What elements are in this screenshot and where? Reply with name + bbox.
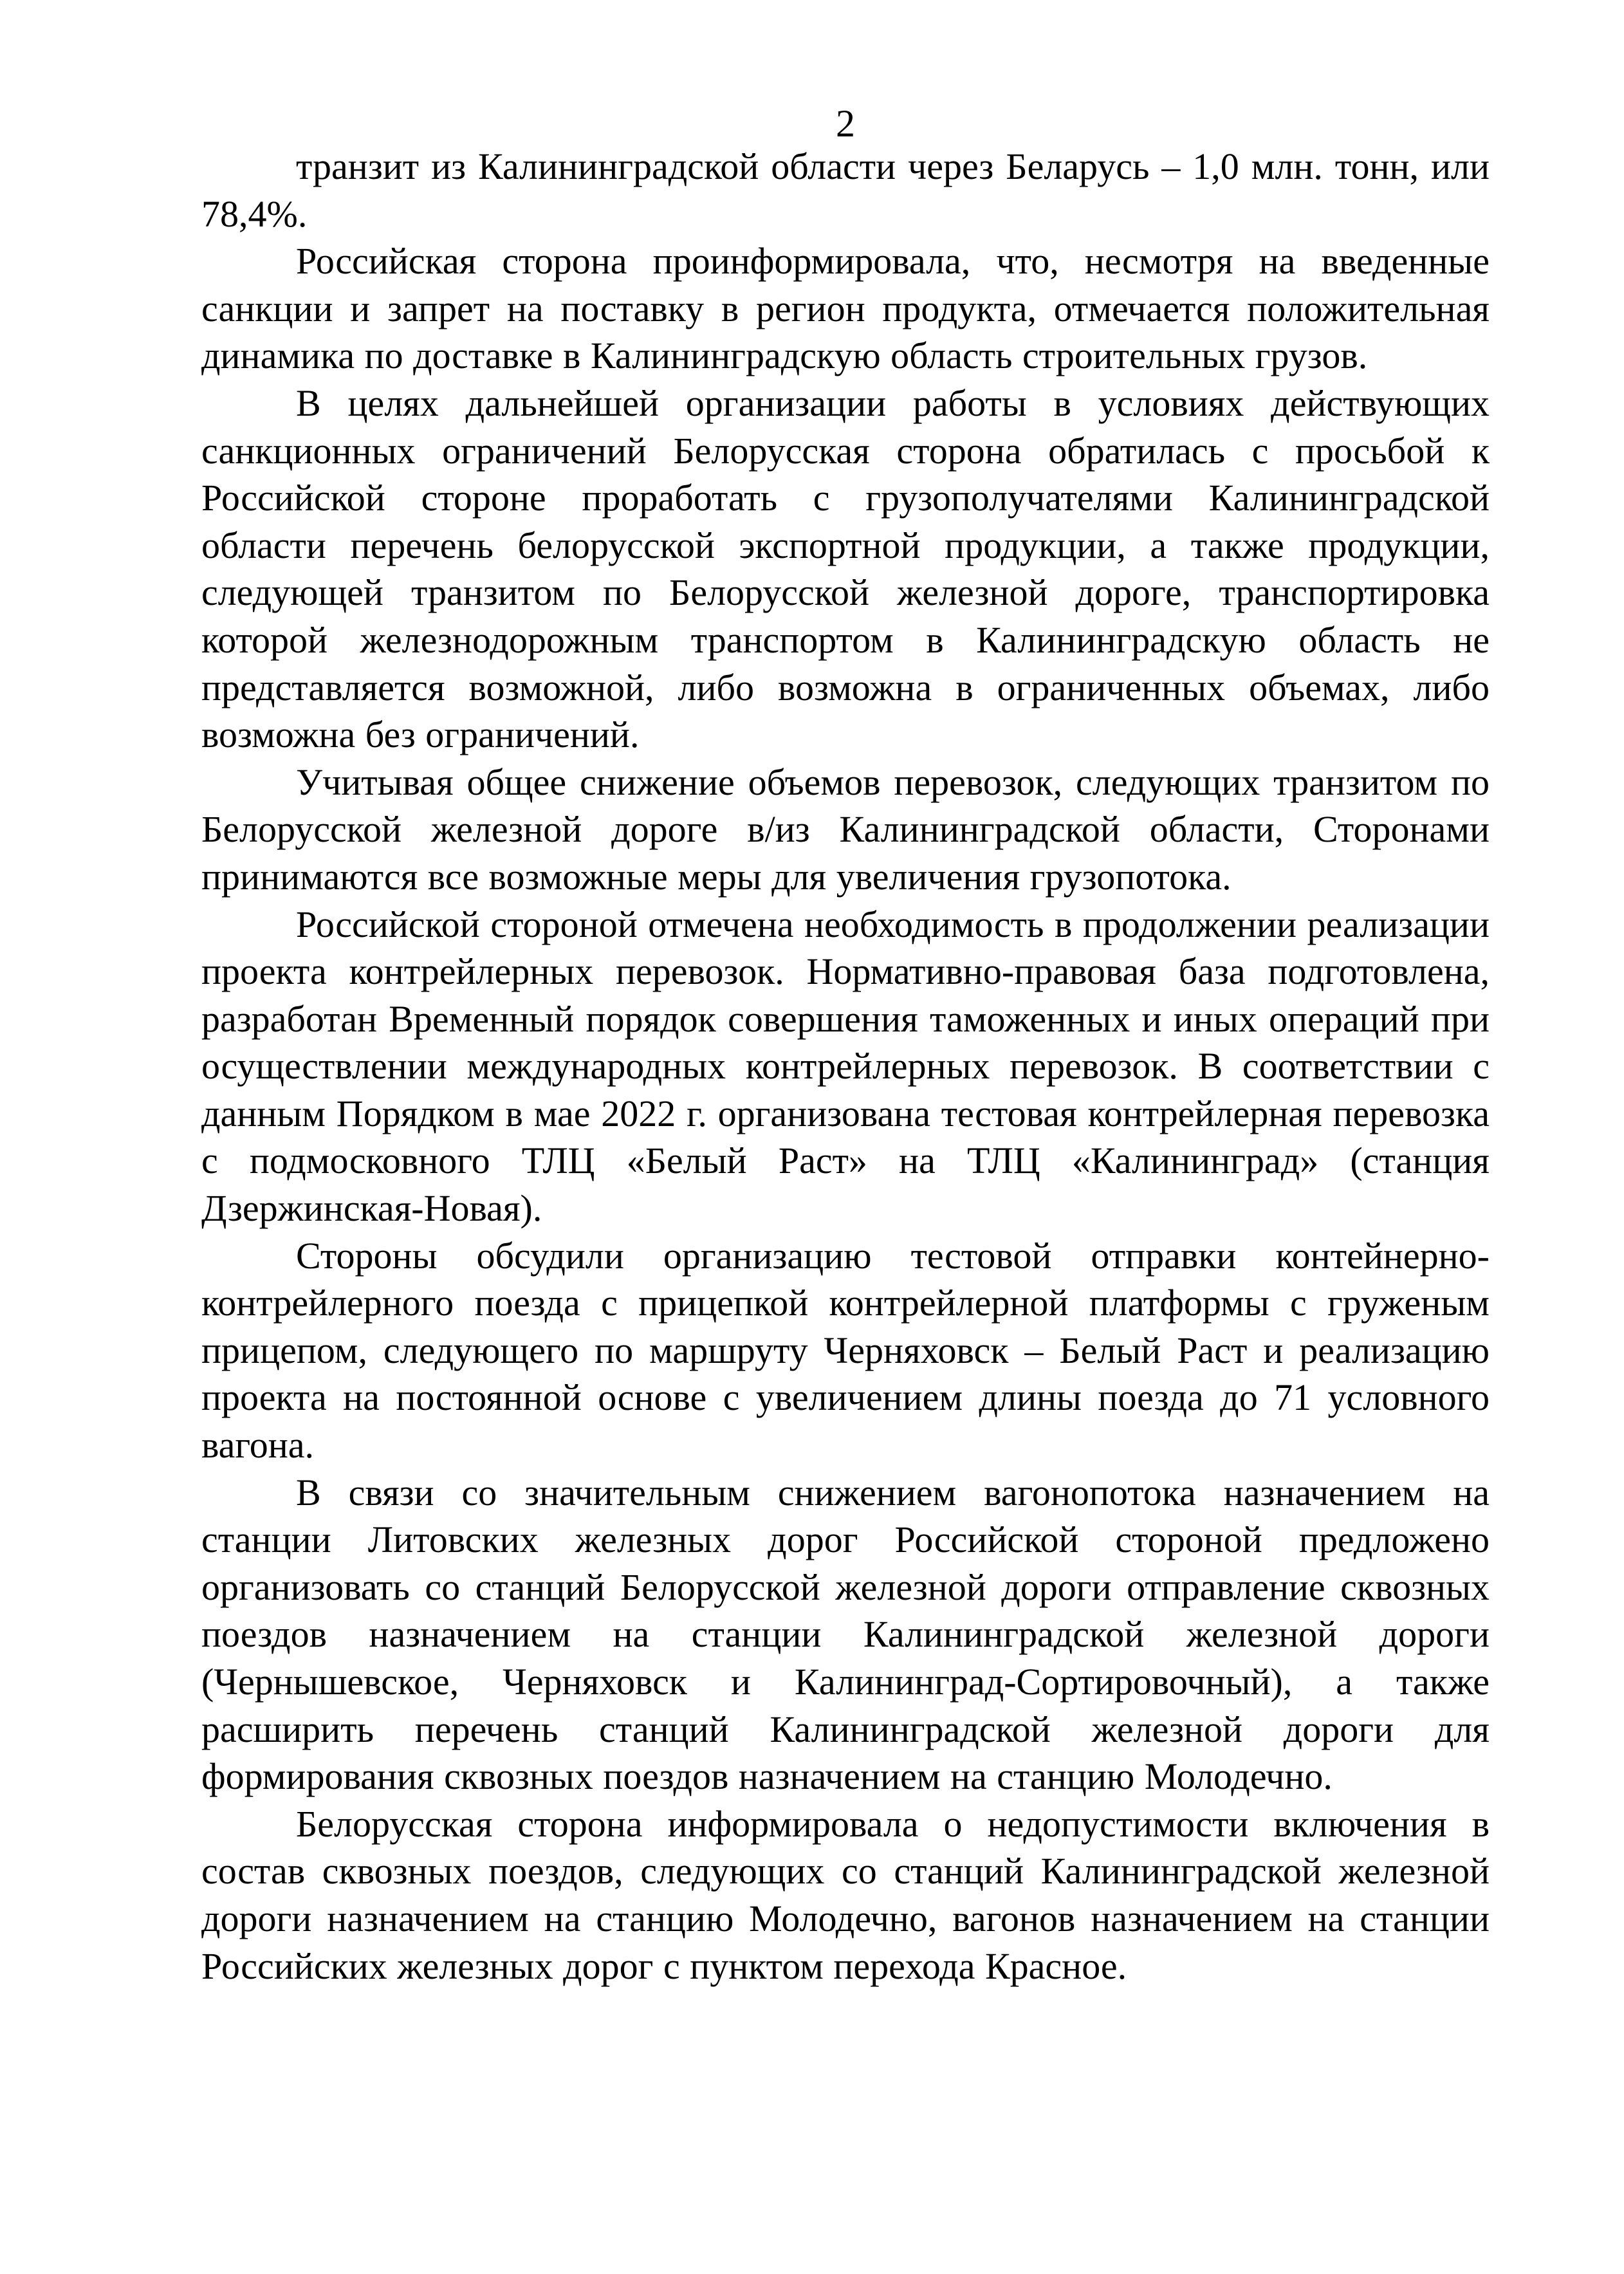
paragraph-transit-volume: транзит из Калининградской области через Беларусь – 1,0 млн. тонн, или 78,4%. — [201, 145, 1490, 235]
document-body — [201, 143, 1490, 1990]
paragraph-through-trains-proposal: В связи со значительным снижением вагонопотока назначением на станции Литовских железных дорог Российской стороной предложено организовать со станций Белорусской железной дороги отправление сквозных поездов назначением на станции Калининградской железной дороги (Чернышевское, Черняховск и Калининград-Сортировочный), а также расширить перечень станций Калининградской железной дороги для формирования сквозных поездов назначением на станцию Молодечно. — [201, 1471, 1490, 1798]
paragraph-piggyback-project: Российской стороной отмечена необходимость в продолжении реализации проекта контрейлерных перевозок. Нормативно-правовая база подготовлена, разработан Временный порядок совершения таможенных и иных операций при осуществлении международных контрейлерных перевозок. В соответствии с данным Порядком в мае 2022 г. организована тестовая контрейлерная перевозка с подмосковного ТЛЦ «Белый Раст» на ТЛЦ «Калининград» (станция Дзержинская-Новая). — [201, 903, 1490, 1230]
paragraph-sanctions-product-list: В целях дальнейшей организации работы в условиях действующих санкционных ограничений Белорусская сторона обратилась с просьбой к Российской стороне проработать с грузополучателями Калининградской области перечень белорусской экспортной продукции, а также продукции, следующей транзитом по Белорусской железной дороге, транспортировка которой железнодорожным транспортом в Калининградскую область не представляется возможной, либо возможна в ограниченных объемах, либо возможна без ограничений. — [201, 382, 1490, 756]
page-number: 2 — [836, 102, 855, 145]
paragraph-belarus-side-restriction: Белорусская сторона информировала о недопустимости включения в состав сквозных поездов, следующих со станций Калининградской железной дороги назначением на станцию Молодечно, вагонов назначением на станции Российских железных дорог с пунктом перехода Красное. — [201, 1802, 1490, 1987]
paragraph-russian-side-informed: Российская сторона проинформировала, что, несмотря на введенные санкции и запрет на поставку в регион продукта, отмечается положительная динамика по доставке в Калининградскую область строительных грузов. — [201, 240, 1490, 377]
paragraph-test-train-dispatch: Стороны обсудили организацию тестовой отправки контейнерно-контрейлерного поезда с прицепкой контрейлерной платформы с груженым прицепом, следующего по маршруту Черняховск – Белый Раст и реализацию проекта на постоянной основе с увеличением длины поезда до 71 условного вагона. — [201, 1234, 1490, 1466]
paragraph-volume-decrease-measures: Учитывая общее снижение объемов перевозок, следующих транзитом по Белорусской железной дороге в/из Калининградской области, Сторонами принимаются все возможные меры для увеличения грузопотока. — [201, 761, 1490, 898]
